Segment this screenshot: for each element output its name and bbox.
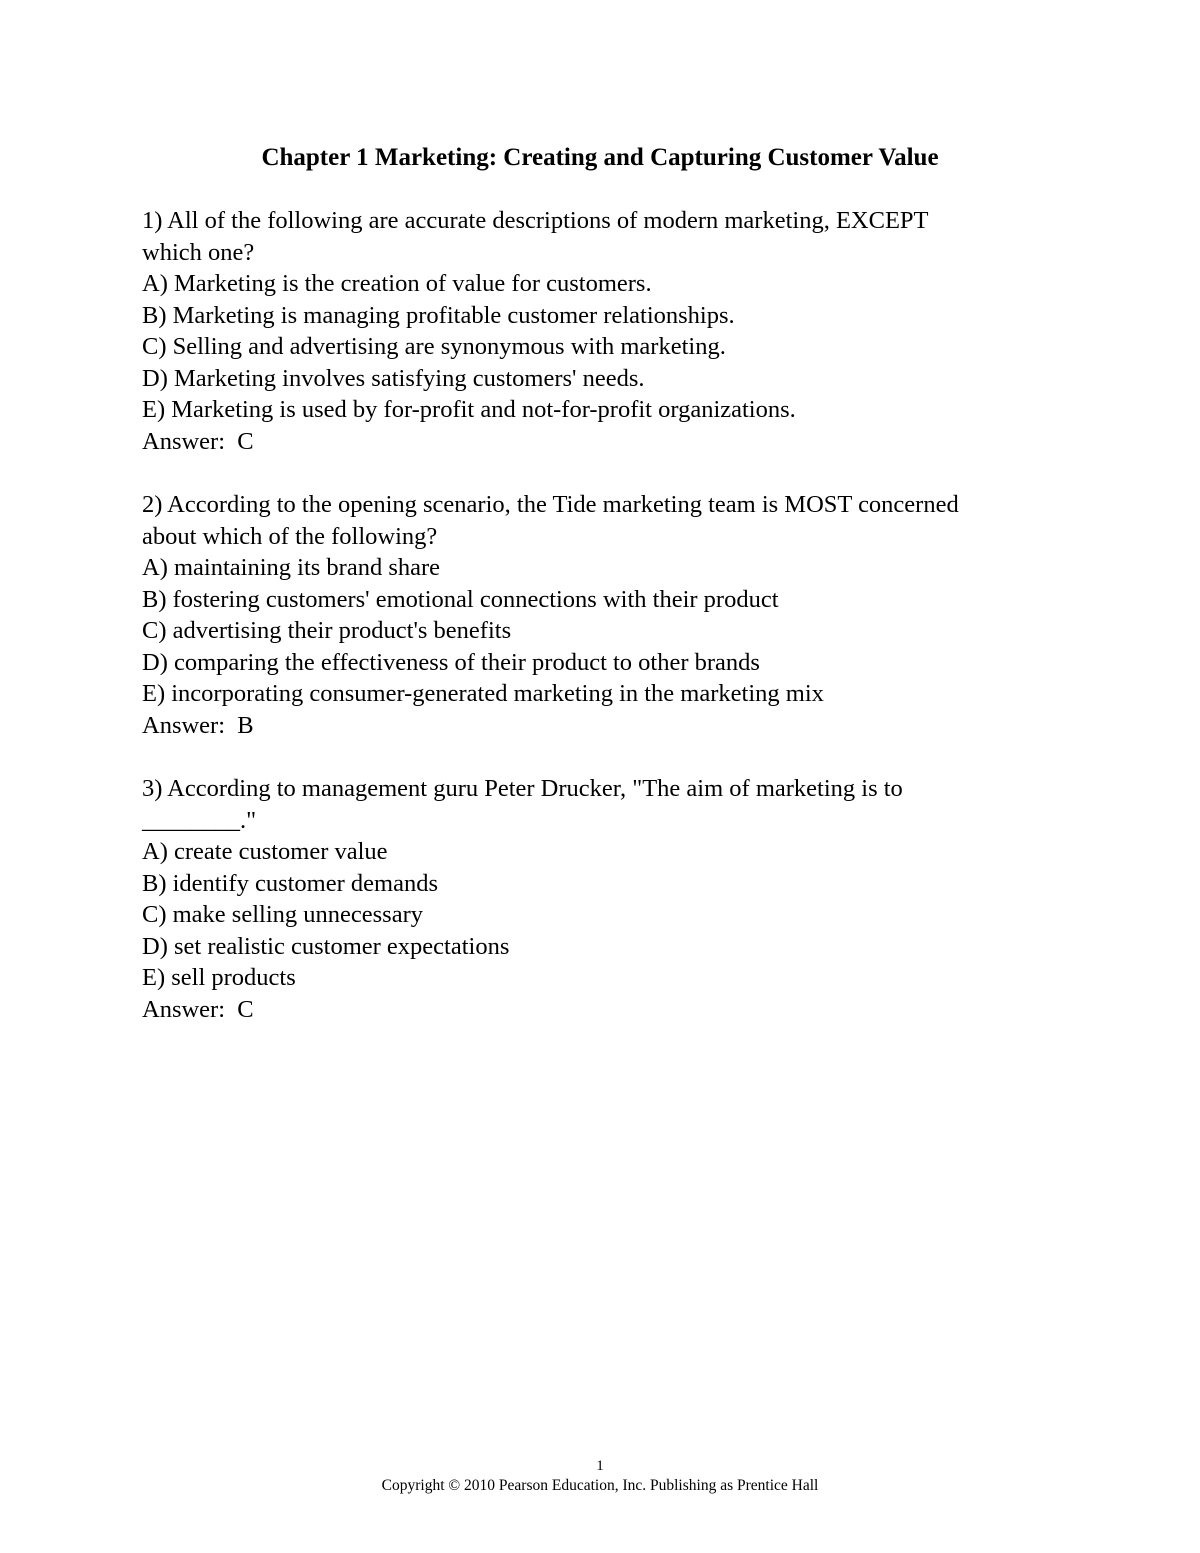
answer-option-a: A) maintaining its brand share xyxy=(142,554,441,581)
answer-option-d: D) comparing the effectiveness of their product to other brands xyxy=(142,648,760,676)
answer-option-b: B) Marketing is managing profitable customer relationships. xyxy=(142,301,735,329)
question-stem-line: ________." xyxy=(142,806,257,834)
question-3 xyxy=(142,773,1082,1025)
answer-option-b: B) fostering customers' emotional connections with their product xyxy=(142,585,779,613)
question-stem-line: 2) According to the opening scenario, the Tide marketing team is MOST concerned xyxy=(142,491,959,518)
page-number: 1 xyxy=(596,1458,604,1474)
answer-option-e: E) incorporating consumer-generated marketing in the marketing mix xyxy=(142,680,824,707)
answer-option-c: C) make selling unnecessary xyxy=(142,901,423,928)
answer-key: Answer: B xyxy=(142,711,254,739)
copyright-notice: Copyright © 2010 Pearson Education, Inc. Publishing as Prentice Hall xyxy=(381,1477,819,1494)
answer-option-a: A) Marketing is the creation of value for customers. xyxy=(142,270,652,297)
answer-option-e: E) Marketing is used by for-profit and not-for-profit organizations. xyxy=(142,396,796,423)
question-2 xyxy=(142,489,1082,741)
question-list xyxy=(142,205,1082,1057)
page-title: Chapter 1 Marketing: Creating and Capturing Customer Value xyxy=(261,144,939,171)
question-stem-line: 1) All of the following are accurate descriptions of modern marketing, EXCEPT xyxy=(142,207,929,234)
question-stem-line: about which of the following? xyxy=(142,522,438,550)
answer-option-d: D) set realistic customer expectations xyxy=(142,932,510,960)
answer-option-c: C) Selling and advertising are synonymous with marketing. xyxy=(142,333,726,360)
question-stem-line: which one? xyxy=(142,238,255,266)
answer-option-b: B) identify customer demands xyxy=(142,869,438,897)
page-footer xyxy=(0,1456,1200,1496)
answer-option-a: A) create customer value xyxy=(142,838,388,865)
answer-key: Answer: C xyxy=(142,427,254,455)
question-stem-line: 3) According to management guru Peter Drucker, "The aim of marketing is to xyxy=(142,775,903,802)
answer-option-e: E) sell products xyxy=(142,964,296,991)
answer-option-c: C) advertising their product's benefits xyxy=(142,617,512,644)
question-1 xyxy=(142,205,1082,457)
answer-option-d: D) Marketing involves satisfying customers' needs. xyxy=(142,364,645,392)
answer-key: Answer: C xyxy=(142,995,254,1023)
